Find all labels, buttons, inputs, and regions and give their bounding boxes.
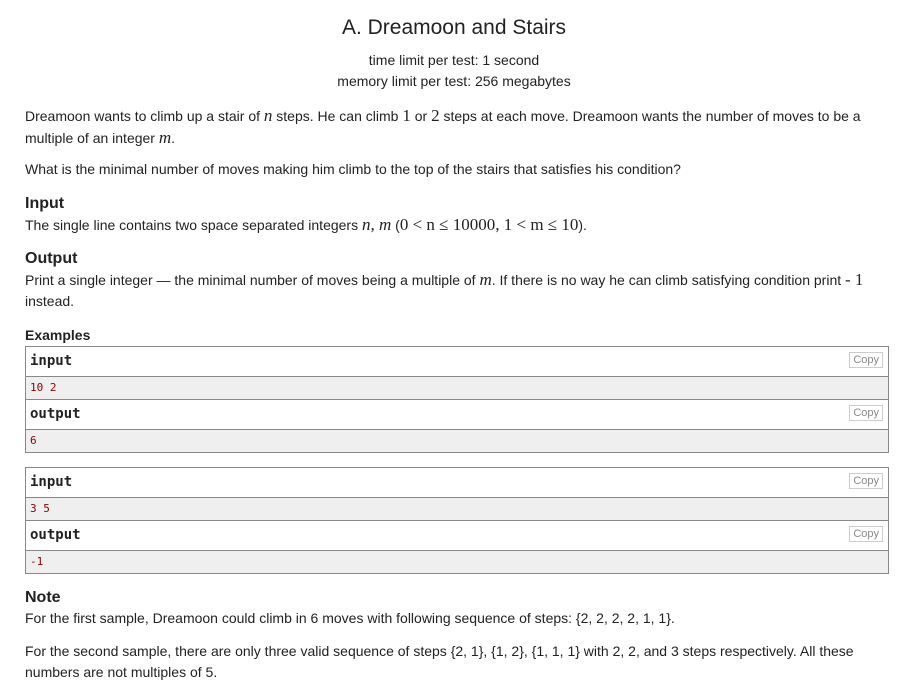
note-paragraph-2: For the second sample, there are only three valid sequence of steps {2, 1}, {1, 2}, {1, 1, 1} with 2, 2, and 3 steps respectively. All these numbers are not multiples of 5. — [25, 643, 854, 680]
note-heading: Note — [25, 589, 61, 606]
statement-text: steps. He can climb — [272, 108, 403, 124]
output-label: output — [30, 406, 81, 422]
examples-heading: Examples — [25, 327, 91, 343]
memory-limit: memory limit per test: 256 megabytes — [337, 73, 571, 89]
copy-output-button[interactable]: Copy — [849, 526, 883, 542]
input-label: input — [30, 474, 73, 490]
example-output-data — [26, 430, 888, 452]
math-num-2: 2 — [431, 106, 440, 125]
problem-title: A. Dreamoon and Stairs — [341, 16, 567, 39]
example-output-header — [26, 400, 888, 430]
input-spec-text: ( — [391, 217, 400, 233]
output-spec-text: Print a single integer — the minimal number of moves being a multiple of — [25, 272, 480, 288]
output-heading: Output — [25, 250, 78, 267]
math-constraints: 0 < n ≤ 10000, 1 < m ≤ 10 — [399, 215, 579, 234]
math-neg-one: - 1 — [845, 270, 864, 289]
math-var-m: m — [158, 128, 172, 147]
copy-output-button[interactable]: Copy — [849, 405, 883, 421]
time-limit: time limit per test: 1 second — [368, 52, 540, 68]
example-output-value: 6 — [30, 434, 37, 447]
statement-paragraph-1 — [25, 105, 875, 149]
math-var-m: m — [479, 270, 492, 289]
example-output-data — [26, 551, 888, 573]
input-spec-text: The single line contains two space separated integers — [25, 217, 362, 233]
output-spec-text: . If there is no way he can climb satisfying condition print — [491, 272, 846, 288]
example-input-header — [26, 468, 888, 498]
statement-paragraph-2: What is the minimal number of moves making him climb to the top of the stairs that satisfies his condition? — [25, 161, 681, 177]
output-spec — [25, 269, 875, 312]
output-label: output — [30, 527, 81, 543]
math-var-n: n — [263, 106, 273, 125]
copy-input-button[interactable]: Copy — [849, 352, 883, 368]
statement-text: or — [410, 108, 432, 124]
math-num-1: 1 — [402, 106, 411, 125]
input-spec — [25, 214, 875, 236]
statement-text: steps at each move. Dreamoon wants the number of moves to be a multiple of an integer — [25, 108, 861, 146]
math-vars-nm: n, m — [361, 215, 392, 234]
example-output-header — [26, 521, 888, 551]
statement-text: Dreamoon wants to climb up a stair of — [25, 108, 264, 124]
input-spec-text: ). — [578, 217, 587, 233]
example-output-value: -1 — [30, 555, 44, 568]
input-label: input — [30, 353, 73, 369]
example-input-value: 10 2 — [30, 381, 57, 394]
statement-text: . — [171, 130, 176, 146]
example-block-1 — [25, 346, 889, 453]
example-input-data — [26, 377, 888, 400]
input-heading: Input — [25, 195, 65, 212]
example-input-value: 3 5 — [30, 502, 50, 515]
copy-input-button[interactable]: Copy — [849, 473, 883, 489]
note-paragraph-1: For the first sample, Dreamoon could climb in 6 moves with following sequence of steps: {2, 2, 2, 2, 1, 1}. — [25, 610, 675, 626]
output-spec-text: instead. — [25, 293, 75, 309]
example-input-header — [26, 347, 888, 377]
example-block-2 — [25, 467, 889, 574]
example-input-data — [26, 498, 888, 521]
